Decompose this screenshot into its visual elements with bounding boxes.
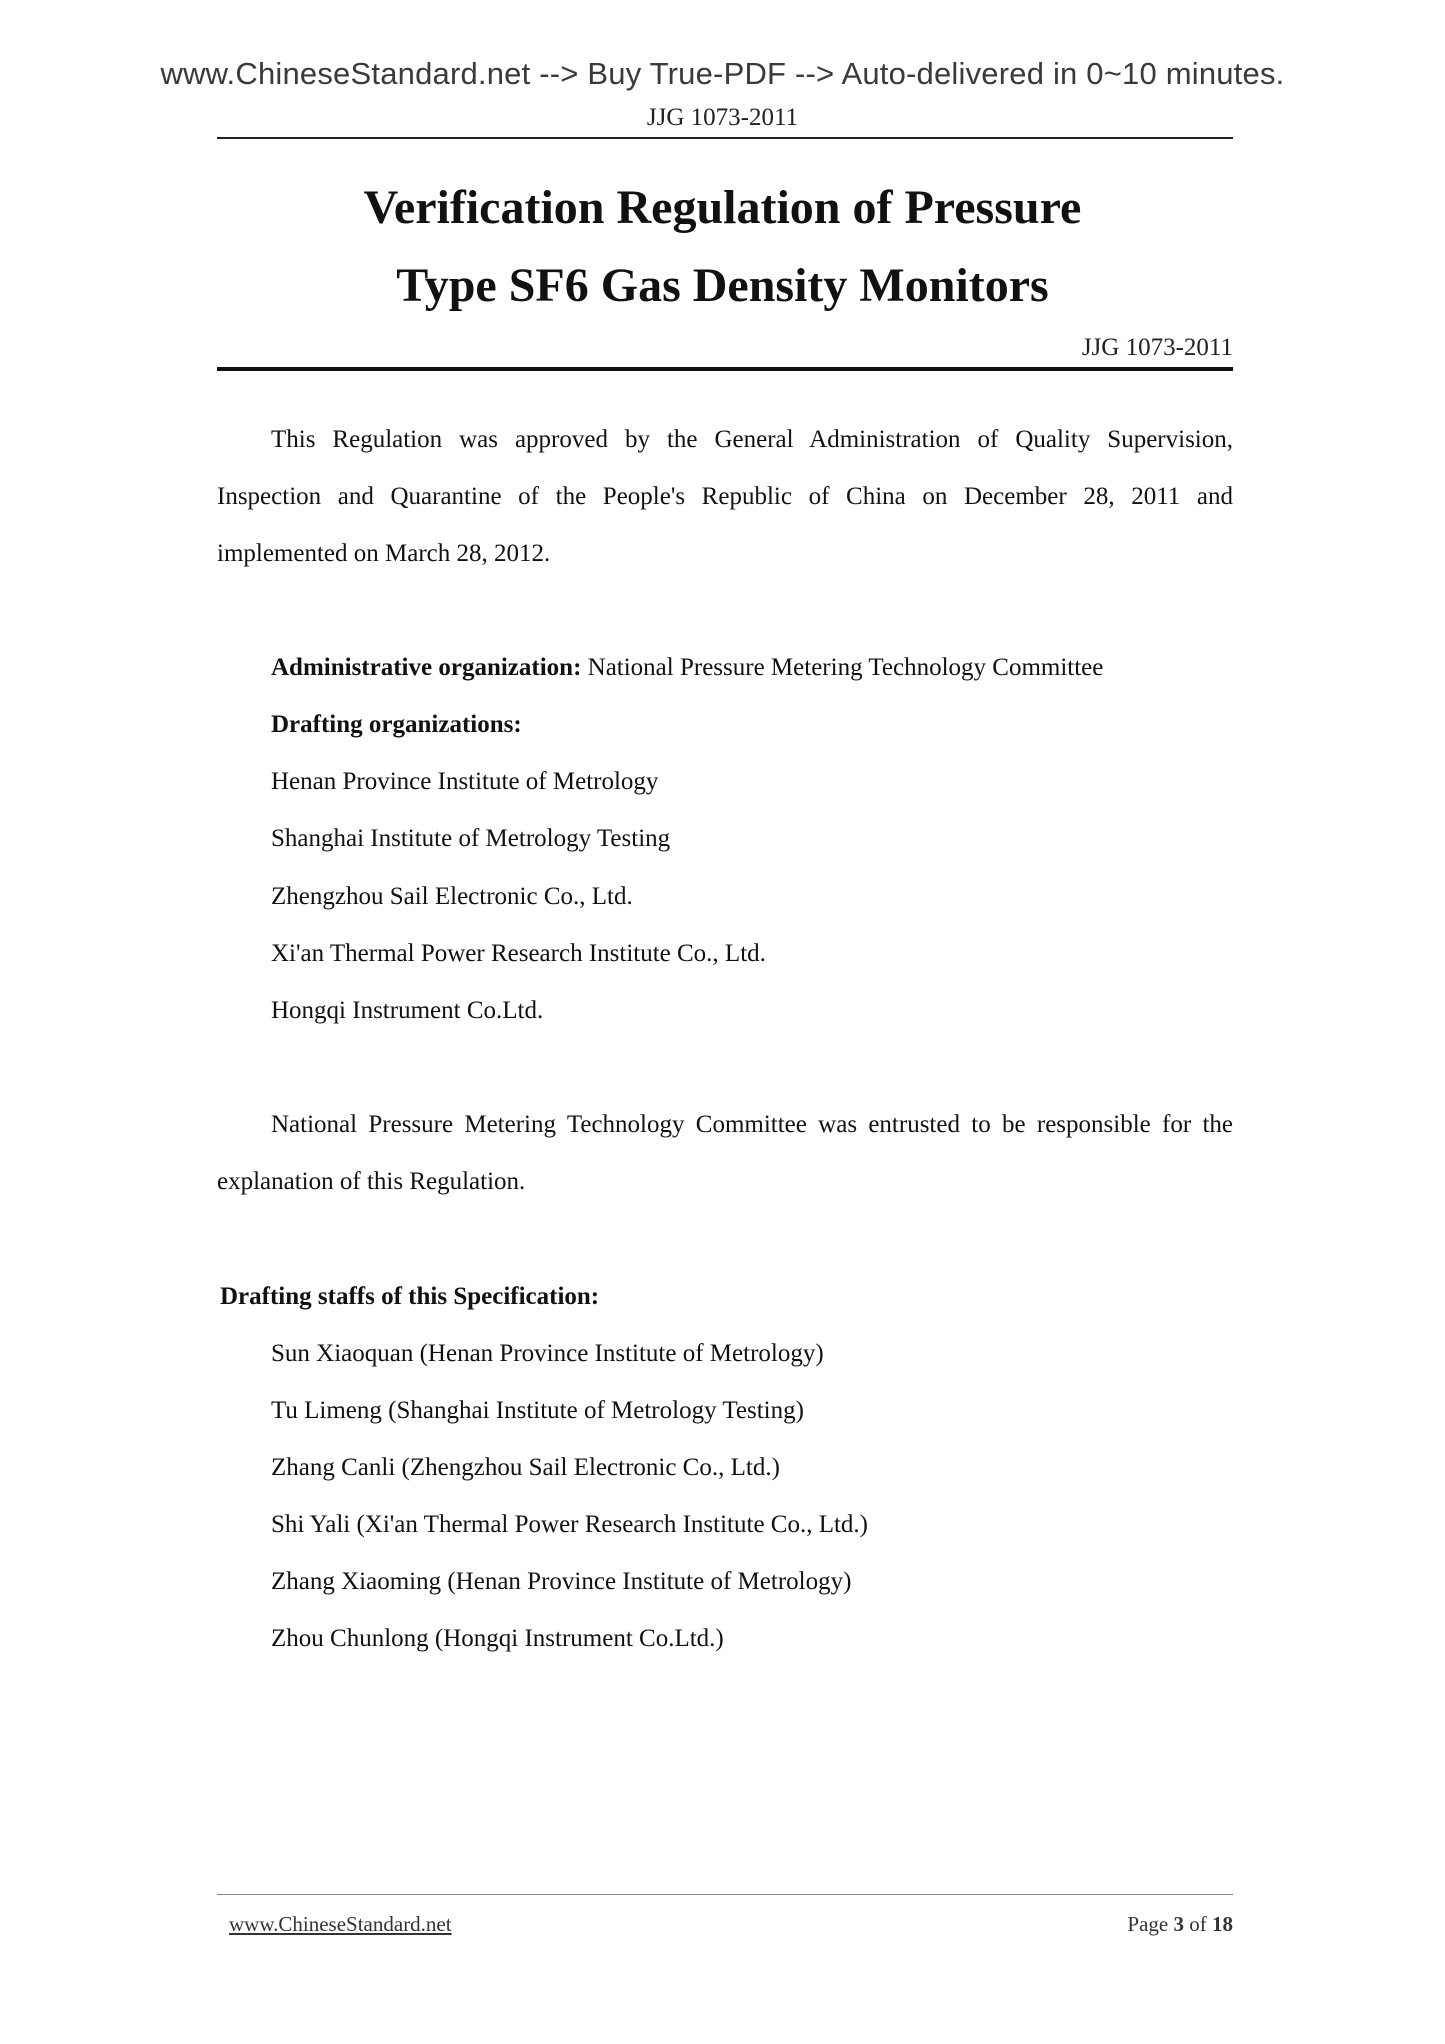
drafting-org-item: Shanghai Institute of Metrology Testing <box>271 825 671 852</box>
page-number <box>1127 1912 1233 1937</box>
footer-rule <box>217 1894 1233 1895</box>
drafting-org-item: Zhengzhou Sail Electronic Co., Ltd. <box>271 883 633 910</box>
drafting-staff-item: Shi Yali (Xi'an Thermal Power Research Institute Co., Ltd.) <box>271 1511 869 1538</box>
drafting-organizations-label: Drafting organizations: <box>271 711 522 738</box>
approval-paragraph: This Regulation was approved by the General Administration of Quality Supervision, Inspection and Quarantine of the People's Republic of China on December 28, 2011 and implemented on March 28, 2012. <box>217 426 1233 567</box>
administrative-organization <box>271 653 1103 683</box>
page-total: 18 <box>1212 1912 1233 1936</box>
running-head: JJG 1073-2011 <box>646 104 799 131</box>
drafting-org-item: Hongqi Instrument Co.Ltd. <box>271 997 544 1024</box>
drafting-staff-item: Zhang Canli (Zhengzhou Sail Electronic Co., Ltd.) <box>271 1454 780 1481</box>
drafting-staff-item: Zhou Chunlong (Hongqi Instrument Co.Ltd.) <box>271 1625 724 1652</box>
drafting-staff-label: Drafting staffs of this Specification: <box>220 1283 600 1310</box>
page-current: 3 <box>1173 1912 1184 1936</box>
drafting-staff-item: Zhang Xiaoming (Henan Province Institute of Metrology) <box>271 1568 852 1595</box>
page-prefix: Page <box>1127 1912 1174 1936</box>
page-title-line-1: Verification Regulation of Pressure <box>363 181 1082 234</box>
page-of: of <box>1184 1912 1212 1936</box>
explanation-paragraph: National Pressure Metering Technology Committee was entrusted to be responsible for the explanation of this Regulation. <box>217 1111 1233 1195</box>
footer-website-link[interactable]: www.ChineseStandard.net <box>229 1912 452 1936</box>
drafting-staff-item: Sun Xiaoquan (Henan Province Institute of Metrology) <box>271 1340 824 1367</box>
promo-banner[interactable]: www.ChineseStandard.net --> Buy True-PDF --> Auto-delivered in 0~10 minutes. <box>160 56 1285 91</box>
title-rule <box>217 367 1233 371</box>
administrative-value: National Pressure Metering Technology Committee <box>581 654 1104 681</box>
drafting-org-item: Henan Province Institute of Metrology <box>271 768 659 795</box>
drafting-org-item: Xi'an Thermal Power Research Institute Co., Ltd. <box>271 940 766 967</box>
drafting-staff-item: Tu Limeng (Shanghai Institute of Metrology Testing) <box>271 1397 804 1424</box>
header-rule <box>217 137 1233 139</box>
administrative-label: Administrative organization: <box>271 654 582 681</box>
page-title-line-2: Type SF6 Gas Density Monitors <box>396 259 1049 312</box>
document-code: JJG 1073-2011 <box>1081 334 1233 361</box>
